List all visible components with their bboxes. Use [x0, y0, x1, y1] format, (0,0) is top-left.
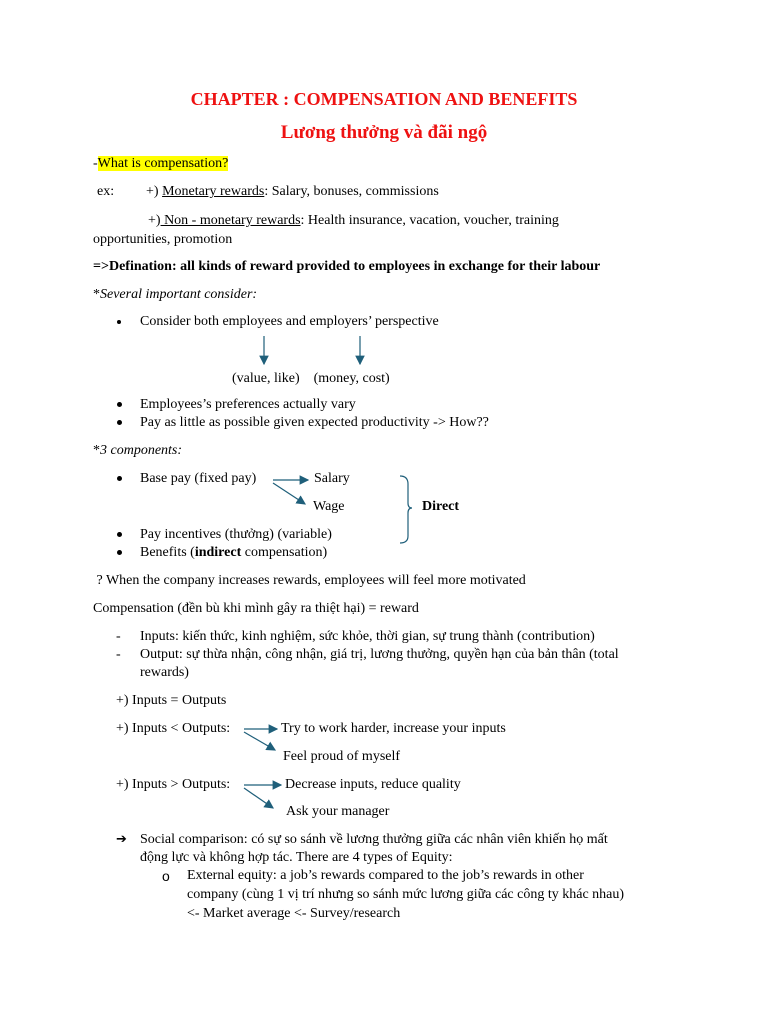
sub-bullet-marker: o [162, 868, 170, 884]
non-monetary-rest: : Health insurance, vacation, voucher, training [300, 213, 559, 228]
consider-text: Several important consider: [100, 287, 258, 302]
inputs-greater-outputs: +) Inputs > Outputs: [116, 777, 231, 792]
lt-option-b: Feel proud of myself [283, 749, 401, 764]
non-monetary-line2: opportunities, promotion [93, 232, 233, 247]
output-line: Output: sự thừa nhận, công nhận, giá trị, lương thưởng, quyền hạn của bản thân (total [140, 647, 619, 662]
arrow-lt-b [244, 732, 275, 750]
direct-label: Direct [422, 499, 460, 514]
bullet-perspective: Consider both employees and employers’ perspective [140, 314, 439, 329]
arrow-to-wage [273, 483, 305, 504]
benefits-post: compensation) [241, 545, 328, 560]
benefits-bold: indirect [194, 545, 242, 560]
inputs-less-outputs: +) Inputs < Outputs: [116, 721, 231, 736]
external-equity-line: External equity: a job’s rewards compared to the job’s rewards in other [187, 868, 584, 883]
definition-prefix: => [93, 259, 109, 274]
arrow-bullet-icon: ➔ [116, 832, 127, 847]
bullet-preferences: Employees’s preferences actually vary [140, 397, 356, 412]
gt-option-a: Decrease inputs, reduce quality [285, 777, 461, 792]
arrow-gt-b [244, 788, 273, 808]
output-line2: rewards) [140, 665, 189, 680]
direct-bracket [400, 476, 412, 543]
external-equity-line3: <- Market average <- Survey/research [187, 906, 401, 921]
monetary-rest: : Salary, bonuses, commissions [264, 184, 439, 199]
gt-option-b: Ask your manager [286, 804, 390, 819]
question-prefix: - [93, 156, 98, 171]
perspective-labels: (value, like) (money, cost) [232, 371, 390, 386]
monetary-prefix: +) [146, 184, 163, 199]
non-monetary-label: Non - monetary rewards [160, 213, 301, 228]
social-comparison-line: Social comparison: có sự so sánh về lương thưởng giữa các nhân viên khiến họ mất [140, 832, 608, 847]
inputs-line: Inputs: kiến thức, kinh nghiệm, sức khỏe, thời gian, sự trung thành (contribution) [140, 629, 595, 644]
dash-marker: - [116, 629, 121, 644]
non-monetary-prefix: +) [148, 213, 161, 228]
consider-star: * [93, 287, 100, 302]
social-comparison-line2: động lực và không hợp tác. There are 4 types of Equity: [140, 850, 453, 865]
benefits-pre: Benefits ( [140, 545, 195, 560]
bullet-pay-little: Pay as little as possible given expected productivity -> How?? [140, 415, 489, 430]
wage-label: Wage [313, 499, 345, 514]
question-text: What is compensation? [97, 156, 229, 171]
dash-marker: - [116, 647, 121, 662]
components-star: * [93, 443, 100, 458]
inputs-equal-outputs: +) Inputs = Outputs [116, 693, 227, 708]
definition-text: Defination: all kinds of reward provided to employees in exchange for their labour [108, 259, 601, 274]
components-text: 3 components: [100, 443, 183, 458]
base-pay: Base pay (fixed pay) [140, 471, 257, 486]
motivated-line: ? When the company increases rewards, employees will feel more motivated [93, 573, 526, 588]
pay-incentives: Pay incentives (thưởng) (variable) [140, 527, 332, 542]
lt-option-a: Try to work harder, increase your inputs [281, 721, 506, 736]
compensation-definition: Compensation (đền bù khi mình gây ra thiệt hại) = reward [93, 601, 419, 616]
page-title: CHAPTER : COMPENSATION AND BENEFITS [190, 89, 578, 109]
salary-label: Salary [314, 471, 350, 486]
ex-label: ex: [97, 184, 115, 199]
external-equity-line2: company (cùng 1 vị trí nhưng so sánh mức lương giữa các công ty khác nhau) [187, 887, 625, 902]
page-subtitle: Lương thưởng và đãi ngộ [280, 122, 488, 143]
monetary-label: Monetary rewards [162, 184, 265, 199]
